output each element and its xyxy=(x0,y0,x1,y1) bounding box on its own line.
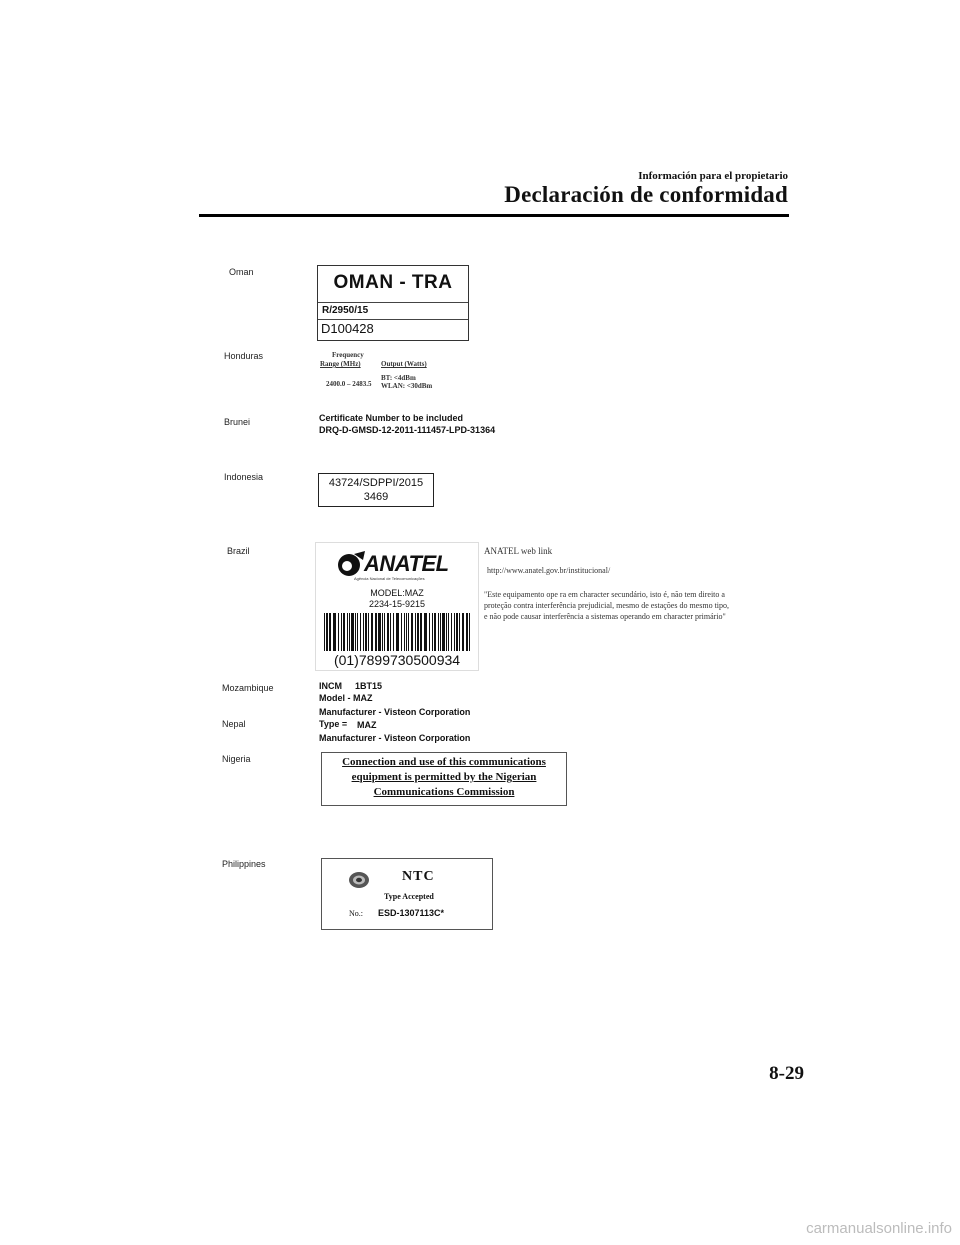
brunei-cert-note: Certificate Number to be included xyxy=(319,413,464,423)
barcode-bar xyxy=(393,613,394,651)
mozambique-incm-value: 1BT15 xyxy=(355,681,383,691)
barcode-bar xyxy=(365,613,367,651)
barcode-bar xyxy=(343,613,345,651)
oman-dealer-code: D100428 xyxy=(321,321,374,336)
barcode-bar xyxy=(459,613,460,651)
barcode-bar xyxy=(338,613,339,651)
honduras-col1-header-unit: Range (MHz) xyxy=(320,360,361,368)
barcode-bar xyxy=(404,613,405,651)
barcode-bar xyxy=(417,613,419,651)
country-label-philippines: Philippines xyxy=(222,859,266,869)
honduras-col1-header: Frequency xyxy=(332,351,364,359)
barcode-bar xyxy=(384,613,385,651)
country-label-nepal: Nepal xyxy=(222,719,246,729)
anatel-web-url: http://www.anatel.gov.br/institucional/ xyxy=(487,566,611,575)
anatel-logo-icon xyxy=(336,551,366,577)
ntc-seal-icon xyxy=(348,871,370,889)
honduras-range-value: 2400.0 – 2483.5 xyxy=(326,380,372,388)
honduras-col2-header: Output (Watts) xyxy=(381,360,427,368)
barcode-bar xyxy=(324,613,325,651)
mozambique-incm-label: INCM xyxy=(319,681,342,691)
barcode-bar xyxy=(347,613,348,651)
country-label-oman: Oman xyxy=(229,267,254,277)
oman-divider xyxy=(318,319,468,320)
country-label-honduras: Honduras xyxy=(224,351,264,361)
barcode-bar xyxy=(401,613,402,651)
barcode-bar xyxy=(329,613,331,651)
watermark: carmanualsonline.info xyxy=(806,1220,952,1237)
barcode-bar xyxy=(432,613,433,651)
mozambique-manufacturer: Manufacturer - Visteon Corporation xyxy=(319,707,471,717)
indonesia-cert-number: 43724/SDPPI/2015 xyxy=(328,477,424,489)
nigeria-notice-line: Communications Commission xyxy=(373,786,515,798)
header-rule xyxy=(199,214,789,217)
barcode-bar xyxy=(360,613,361,651)
ntc-label xyxy=(321,858,493,930)
anatel-logo-text: ANATEL xyxy=(364,551,449,576)
barcode-bar xyxy=(333,613,336,651)
anatel-model: MODEL:MAZ xyxy=(370,588,424,598)
indonesia-plg-id: 3469 xyxy=(363,491,389,503)
nigeria-notice-line: Connection and use of this communications xyxy=(342,756,546,768)
barcode-bar xyxy=(363,613,364,651)
barcode-bar xyxy=(438,613,439,651)
anatel-notice-line: proteção contra interferência prejudicial, mesmo de estações do mesmo tipo, xyxy=(484,601,730,610)
barcode-bar xyxy=(351,613,354,651)
barcode-bar xyxy=(368,613,369,651)
barcode-bar xyxy=(434,613,436,651)
barcode-bar xyxy=(371,613,373,651)
barcode-bar xyxy=(341,613,342,651)
barcode-bar xyxy=(454,613,455,651)
barcode-bar xyxy=(424,613,427,651)
country-label-brazil: Brazil xyxy=(227,546,250,556)
country-label-mozambique: Mozambique xyxy=(222,683,274,693)
page-number: 8-29 xyxy=(769,1063,804,1084)
barcode-bar xyxy=(415,613,416,651)
barcode-bar xyxy=(357,613,358,651)
anatel-web-label: ANATEL web link xyxy=(484,546,553,556)
barcode-bar xyxy=(448,613,449,651)
barcode-bar xyxy=(456,613,458,651)
nepal-manufacturer: Manufacturer - Visteon Corporation xyxy=(319,733,471,743)
barcode-bar xyxy=(378,613,381,651)
barcode-bar xyxy=(390,613,391,651)
indonesia-label xyxy=(318,473,434,507)
barcode-bar xyxy=(396,613,399,651)
barcode-bar xyxy=(382,613,383,651)
anatel-label xyxy=(315,542,479,671)
barcode-bar xyxy=(355,613,356,651)
page-title: Declaración de conformidad xyxy=(504,182,788,207)
barcode-image xyxy=(324,613,470,651)
ntc-no-label: No.: xyxy=(349,909,363,918)
barcode-bar xyxy=(469,613,470,651)
barcode-bar xyxy=(466,613,468,651)
barcode-bar xyxy=(406,613,407,651)
barcode-bar xyxy=(442,613,445,651)
nigeria-label xyxy=(321,752,567,806)
barcode-bar xyxy=(420,613,422,651)
honduras-output-wlan: WLAN: <30dBm xyxy=(381,382,433,390)
honduras-output-bt: BT: <4dBm xyxy=(381,374,416,382)
anatel-notice-line: "Este equipamento ope ra em character secundário, isto é, não tem direito a xyxy=(484,590,725,599)
ntc-subtitle: Type Accepted xyxy=(384,892,434,901)
nepal-type-label: Type = xyxy=(319,719,348,729)
honduras-table xyxy=(320,352,470,394)
ntc-approval-code: ESD-1307113C* xyxy=(378,908,445,918)
barcode-bar xyxy=(429,613,430,651)
barcode-bar xyxy=(440,613,441,651)
barcode-bar xyxy=(349,613,350,651)
barcode-bar xyxy=(387,613,389,651)
ntc-title: NTC xyxy=(402,869,435,884)
country-label-nigeria: Nigeria xyxy=(222,754,251,764)
oman-divider xyxy=(318,302,468,303)
country-label-indonesia: Indonesia xyxy=(224,472,264,482)
anatel-approval-number: 2234-15-9215 xyxy=(368,599,426,609)
nigeria-notice-line: equipment is permitted by the Nigerian xyxy=(351,771,537,783)
anatel-notice-line: e não pode causar interferência a sistemas operando em character primário" xyxy=(484,612,726,621)
barcode-bar xyxy=(326,613,328,651)
oman-label-title: OMAN - TRA xyxy=(333,272,453,293)
barcode-number: (01)7899730500934 xyxy=(333,652,461,668)
barcode-bar xyxy=(446,613,447,651)
barcode-bar xyxy=(375,613,377,651)
header-subtitle: Información para el propietario xyxy=(638,170,788,182)
country-label-brunei: Brunei xyxy=(224,417,251,427)
mozambique-model: Model - MAZ xyxy=(319,693,373,703)
barcode-bar xyxy=(462,613,464,651)
barcode-bar xyxy=(451,613,452,651)
oman-ref-number: R/2950/15 xyxy=(322,305,369,316)
brunei-cert-number: DRQ-D-GMSD-12-2011-111457-LPD-31364 xyxy=(319,425,496,435)
oman-tra-label xyxy=(317,265,469,341)
barcode-bar xyxy=(408,613,409,651)
barcode-bar xyxy=(411,613,413,651)
nepal-type-value: MAZ xyxy=(357,720,377,730)
anatel-tagline: Agência Nacional de Telecomunicações xyxy=(354,576,425,581)
